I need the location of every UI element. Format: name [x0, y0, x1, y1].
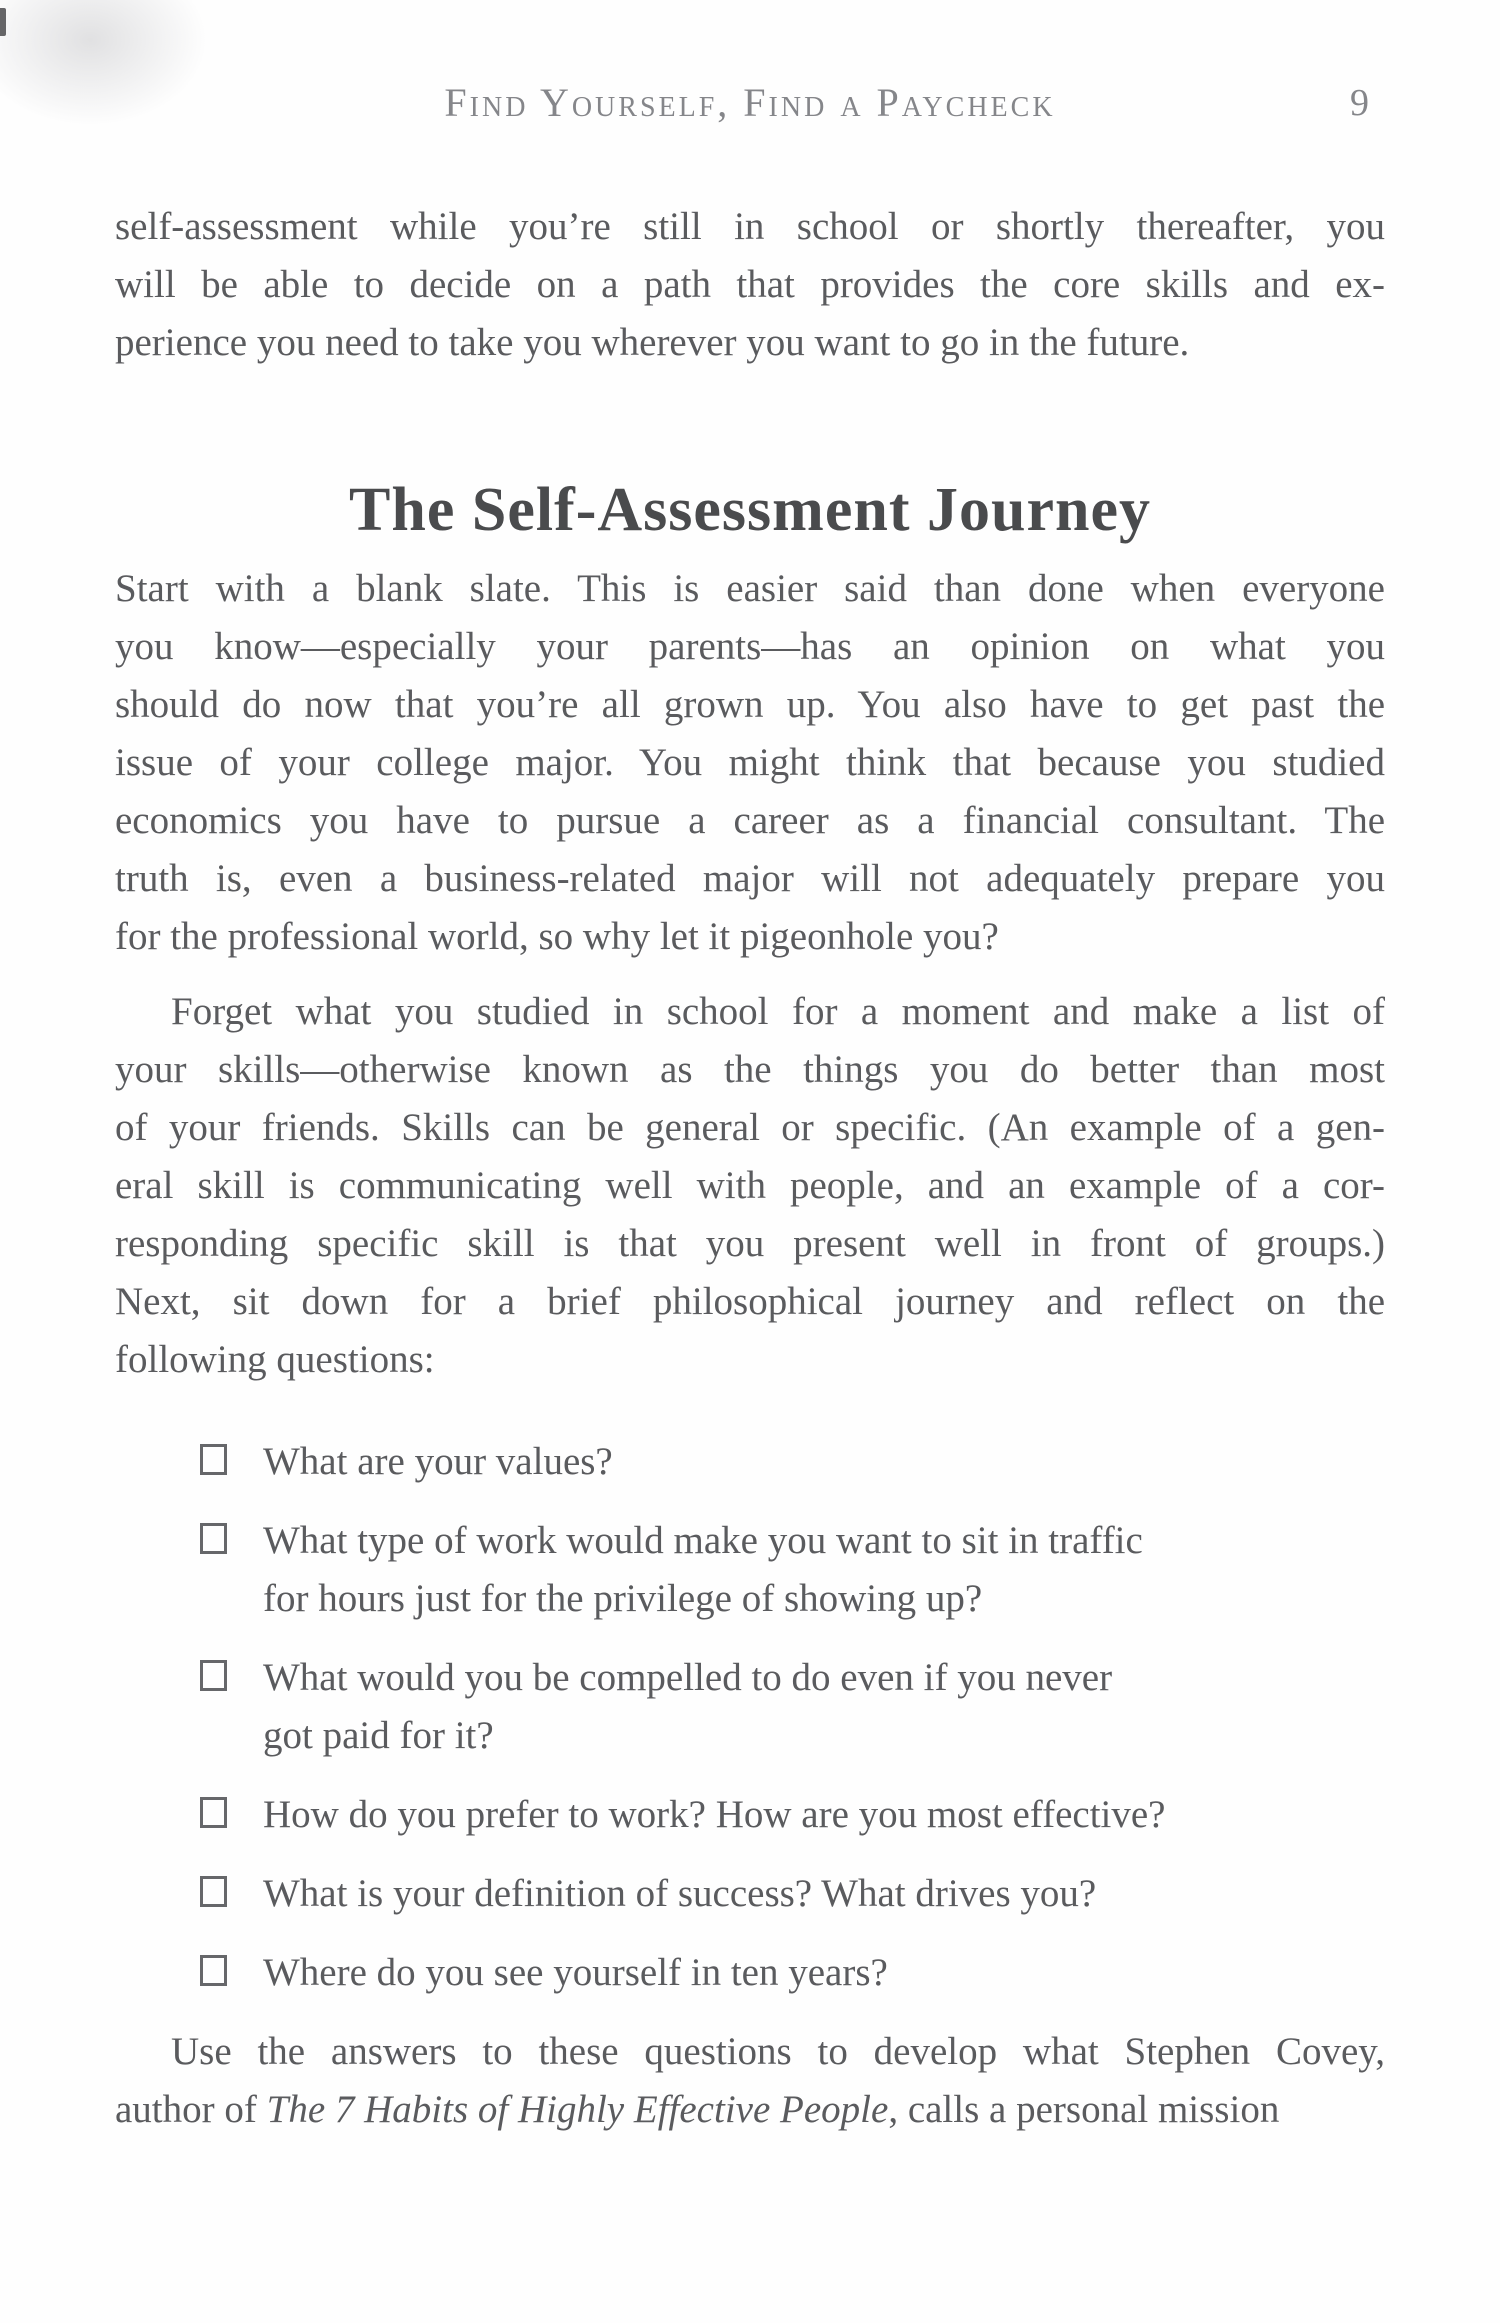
checklist-item — [115, 1433, 1385, 1491]
checklist-item — [115, 1512, 1385, 1628]
checklist-item — [115, 1944, 1385, 2002]
checkbox-icon — [200, 1444, 227, 1475]
text-line: What would you be compelled to do even if you never — [263, 1656, 1113, 1699]
text-line: following questions: — [115, 1338, 435, 1381]
paragraph-forget-skills — [115, 983, 1385, 1389]
text-line: eral skill is communicating well with people, and an example of a cor- — [115, 1164, 1385, 1207]
text-line: Where do you see yourself in ten years? — [263, 1951, 888, 1994]
text-line: issue of your college major. You might think that because you studied — [115, 741, 1385, 784]
text-line: What are your values? — [263, 1440, 613, 1483]
text-line: economics you have to pursue a career as a financial consultant. The — [115, 799, 1385, 842]
checklist-item-text — [263, 1786, 1165, 1844]
text-line: for the professional world, so why let it pigeonhole you? — [115, 915, 999, 958]
checkbox-icon — [200, 1797, 227, 1828]
text-line: will be able to decide on a path that provides the core skills and ex- — [115, 263, 1385, 306]
text-segment: author of — [115, 2088, 267, 2131]
checkbox-icon — [200, 1876, 227, 1907]
text-line: Use the answers to these questions to develop what Stephen Covey, — [171, 2030, 1385, 2073]
section-heading: The Self-Assessment Journey — [349, 476, 1151, 544]
text-line: responding specific skill is that you present well in front of groups.) — [115, 1222, 1385, 1265]
text-line: got paid for it? — [263, 1714, 494, 1757]
closing-paragraph — [115, 2023, 1385, 2139]
text-line: truth is, even a business-related major will not adequately prepare you — [115, 857, 1385, 900]
page-content — [115, 78, 1385, 2139]
text-line: How do you prefer to work? How are you most effective? — [263, 1793, 1166, 1836]
text-line: Forget what you studied in school for a moment and make a list of — [171, 990, 1385, 1033]
checkbox-icon — [200, 1955, 227, 1986]
scan-edge-artifact — [0, 8, 6, 36]
checkbox-icon — [200, 1523, 227, 1554]
opening-paragraph — [115, 198, 1385, 372]
checklist-item-text — [263, 1512, 1143, 1628]
checklist-item-text — [263, 1944, 888, 2002]
page-number: 9 — [1350, 82, 1369, 124]
checklist-item-text — [263, 1433, 613, 1491]
text-line: for hours just for the privilege of showing up? — [263, 1577, 983, 1620]
text-line: of your friends. Skills can be general or specific. (An example of a gen- — [115, 1106, 1385, 1149]
text-line: should do now that you’re all grown up. You also have to get past the — [115, 683, 1385, 726]
checklist-item — [115, 1786, 1385, 1844]
running-head — [115, 78, 1385, 128]
checklist-item-text — [263, 1865, 1096, 1923]
checklist-item — [115, 1865, 1385, 1923]
text-line: your skills—otherwise known as the things you do better than most — [115, 1048, 1385, 1091]
text-line: Start with a blank slate. This is easier said than done when everyone — [115, 567, 1385, 610]
text-line — [115, 2081, 1385, 2139]
book-title-italic: The 7 Habits of Highly Effective People — [266, 2088, 889, 2131]
text-segment: , calls a personal mission — [888, 2088, 1280, 2131]
checklist-item — [115, 1649, 1385, 1765]
questions-checklist — [115, 1433, 1385, 2002]
text-line: perience you need to take you wherever you want to go in the future. — [115, 321, 1190, 364]
checklist-item-text — [263, 1649, 1112, 1765]
text-line: self-assessment while you’re still in school or shortly thereafter, you — [115, 205, 1385, 248]
text-line: Next, sit down for a brief philosophical journey and reflect on the — [115, 1280, 1385, 1323]
paragraph-blank-slate — [115, 560, 1385, 966]
running-head-title: Find Yourself, Find a Paycheck — [444, 80, 1056, 125]
text-line: What is your definition of success? What drives you? — [263, 1872, 1097, 1915]
text-line: you know—especially your parents—has an opinion on what you — [115, 625, 1385, 668]
text-line: What type of work would make you want to sit in traffic — [263, 1519, 1143, 1562]
checkbox-icon — [200, 1660, 227, 1691]
